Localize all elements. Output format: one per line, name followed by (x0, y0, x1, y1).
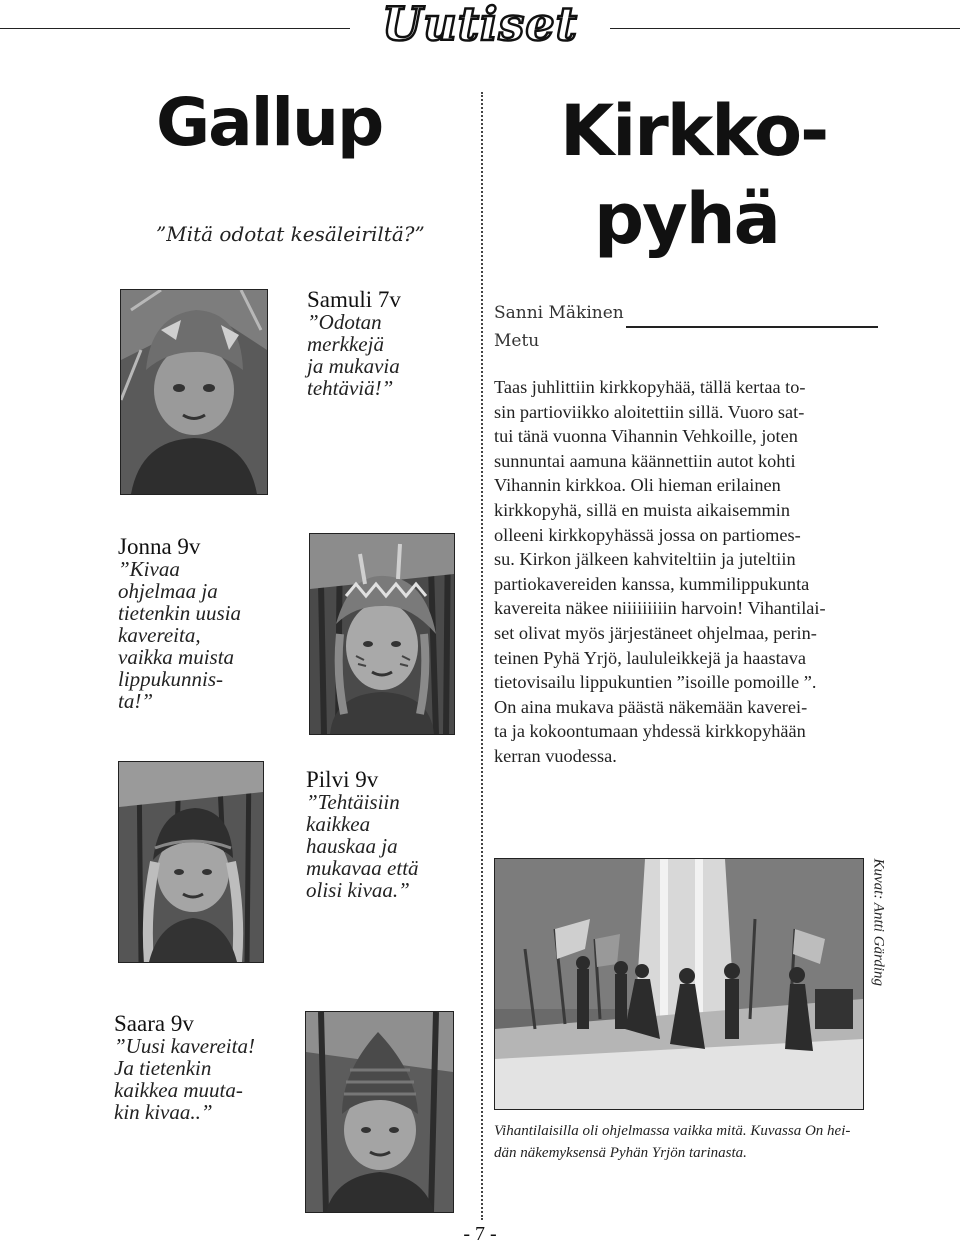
article-title (560, 88, 860, 263)
header-rule-left (0, 28, 350, 29)
article-body: Taas juhlittiin kirkkopyhää, tällä kertaa to- sin partioviikko aloitettiin sillä. Vuoro sat- tui tänä vuonna Vihannin Vehkoille, joten sunnuntai aamuna käännettiin autot kohti Vihannin kirkkoa. Oli hieman erilainen kirkkopyhä, sillä en muista aikaisemmin olleeni kirkkopyhässä jossa on partiomes- su. Kirkon jälkeen kahviteltiin ja juteltiin partiokavereiden kanssa, kummilippukunta kavereita näkee niiiiiiiiin harvoin! Vihantilai- set olivat myös järjestäneet ohjelmaa, perin- teinen Pyhä Yrjö, laululeikkejä ja haastava tietovisailu lippukuntien ”isoille pomoille ”. On aina mukava päästä näkemään kaverei- ta ja kokoontumaan yhdessä kirkkopyhään kerran vuodessa. (494, 377, 826, 766)
photo-saara (118, 761, 264, 963)
person-quote: ”Odotan merkkejä ja mukavia tehtäviä!” (307, 310, 400, 400)
article-title-line1: Kirkko- (560, 90, 828, 172)
photo-samuli (120, 289, 268, 495)
person-quote: ”Kivaa ohjelmaa ja tietenkin uusia kavereita, vaikka muista lippukunnis- ta!” (118, 557, 242, 713)
gallup-person-pilvi (306, 768, 419, 901)
header-rule-right (610, 28, 960, 29)
byline-rule (626, 326, 878, 328)
masthead-text: Uutiset (382, 0, 578, 51)
person-quote: ”Uusi kavereita! Ja tietenkin kaikkea muuta- kin kivaa..” (114, 1034, 255, 1124)
gallup-question: ”Mitä odotat kesäleiriltä?” (156, 222, 425, 246)
photo-credit-text: Kuvat: Antti Gärding (870, 858, 887, 986)
person-name: Jonna 9v (118, 534, 201, 559)
photo-church-play (494, 858, 864, 1110)
person-name: Samuli 7v (307, 287, 401, 312)
photo-jonna (309, 533, 455, 735)
article-title-line2: pyhä (594, 177, 779, 260)
author-role: Metu (494, 331, 540, 351)
gallup-person-samuli (307, 288, 401, 399)
person-quote: ”Tehtäisiin kaikkea hauskaa ja mukavaa että olisi kivaa.” (306, 790, 419, 902)
photo-gallup-bottom (305, 1011, 454, 1213)
masthead (358, 0, 602, 51)
gallup-person-jonna (118, 535, 241, 712)
gallup-title: Gallup (156, 84, 383, 161)
author-name: Sanni Mäkinen (494, 303, 624, 323)
page-number: - 7 - (463, 1223, 497, 1245)
person-name: Saara 9v (114, 1011, 194, 1036)
photo-credit (866, 858, 890, 1002)
column-divider (481, 92, 483, 1220)
gallup-person-saara (114, 1012, 255, 1123)
person-name: Pilvi 9v (306, 767, 379, 792)
photo-caption: Vihantilaisilla oli ohjelmassa vaikka mitä. Kuvassa On hei- dän näkemyksensä Pyhän Yrjön tarinasta. (494, 1123, 851, 1161)
